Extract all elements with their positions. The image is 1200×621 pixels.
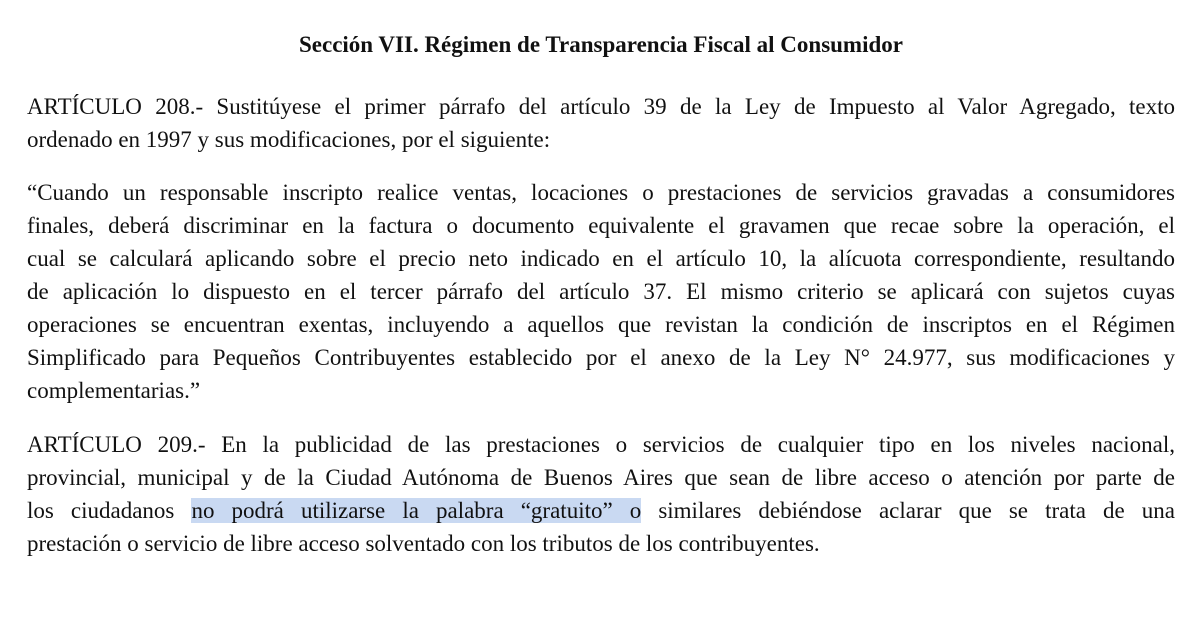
article-209-line: ARTÍCULO 209.- En la publicidad de las prestaciones o servicios de cualquier tipo en los niveles nacional,	[27, 432, 1175, 457]
section-title: Sección VII. Régimen de Transparencia Fiscal al Consumidor	[299, 32, 903, 57]
article-209-line	[27, 494, 1175, 527]
article-209-paragraph	[27, 428, 1175, 560]
quote-line: de aplicación lo dispuesto en el tercer párrafo del artículo 37. El mismo criterio se aplicará con sujetos cuyas	[27, 279, 1175, 304]
article-209-text: los ciudadanos	[27, 498, 192, 523]
quote-line: complementarias.”	[27, 378, 201, 403]
quote-line: operaciones se encuentran exentas, incluyendo a aquellos que revistan la condición de inscriptos en el Régimen	[27, 312, 1175, 337]
article-209-line: provincial, municipal y de la Ciudad Autónoma de Buenos Aires que sean de libre acceso o atención por parte de	[27, 465, 1175, 490]
quoted-text-paragraph	[27, 176, 1175, 407]
selected-text-highlight[interactable]: no podrá utilizarse la palabra “gratuito” o	[191, 498, 642, 523]
article-208-paragraph	[27, 90, 1175, 156]
article-209-line: prestación o servicio de libre acceso solventado con los tributos de los contribuyentes.	[27, 531, 820, 556]
quote-line: Simplificado para Pequeños Contribuyentes establecido por el anexo de la Ley N° 24.977, sus modificaciones y	[27, 345, 1175, 370]
quote-line: “Cuando un responsable inscripto realice ventas, locaciones o prestaciones de servicios gravadas a consumidores	[27, 180, 1175, 205]
article-208-line: ordenado en 1997 y sus modificaciones, por el siguiente:	[27, 127, 551, 152]
quote-line: cual se calculará aplicando sobre el precio neto indicado en el artículo 10, la alícuota correspondiente, resultando	[27, 246, 1175, 271]
quote-line: finales, deberá discriminar en la factura o documento equivalente el gravamen que recae sobre la operación, el	[27, 213, 1175, 238]
article-209-text: similares debiéndose aclarar que se trata de una	[641, 498, 1175, 523]
article-208-line: ARTÍCULO 208.- Sustitúyese el primer párrafo del artículo 39 de la Ley de Impuesto al Valor Agregado, texto	[27, 94, 1175, 119]
